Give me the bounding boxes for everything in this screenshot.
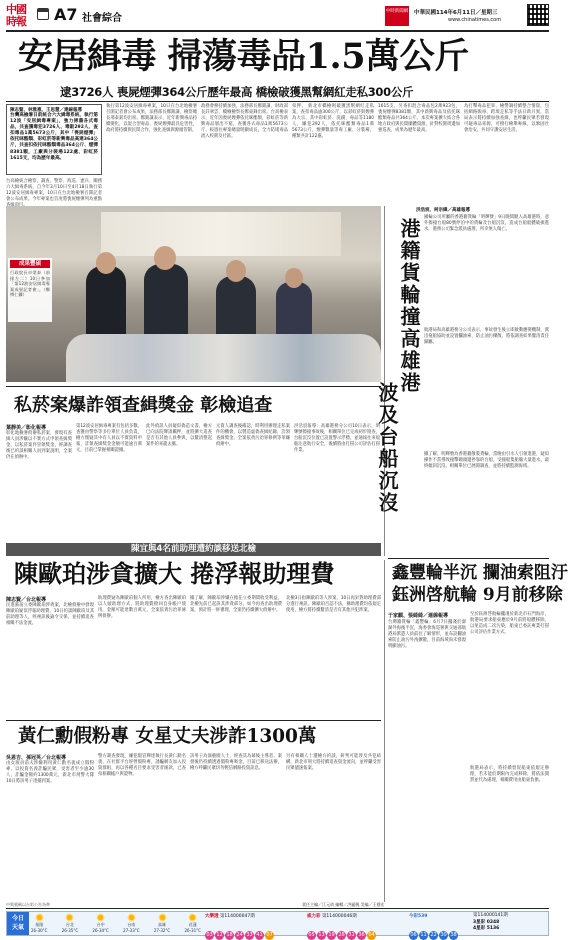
- fraud-body-2: 第12波安居緝毒專案有包括多數，查獲由警察等多位單位人員負責，檢方懷疑其中有人員以不實資料申報，詐領查緝獎金金額可能逾百萬元，目前已掌握相關證據。: [76, 424, 142, 454]
- seized-drugs-pile: [66, 334, 381, 382]
- weather-label-1: 今日: [11, 915, 24, 922]
- lotto-issue: 第114000047期: [219, 914, 255, 919]
- lead-body-col4: 扣押。 新北市橋檢則破獲黑幫網紅走私案，查扣毒品逾300公斤，以彩虹菸與煙彈為大宗，其中彩虹菸、洗錢、毒品等1180人，嫌犯292人，依托咪酯類毒品1萬5673公斤，煙彈數量等毒工廠、分裝場、種類共計122處。: [292, 104, 374, 140]
- fake-body-4: 另有相關人士遭檢方約談，研判可能涉及共犯結構，新北市刑大將持續追查資金流向，並呼籲受害民眾儘速報案。: [286, 754, 381, 772]
- weather-city: [31, 913, 47, 935]
- weather-label-2: 天氣: [11, 924, 24, 931]
- caption-text: 行政院長卓榮泰（前排左二）10日參加「第12波安居緝毒專案成果記者會」。（鄭博仁攝）: [10, 270, 50, 298]
- power-ball: 05: [308, 932, 315, 938]
- star3-result: 3星彩 0248: [473, 919, 500, 925]
- logo-mark-text: 中時新聞網: [385, 9, 409, 14]
- lead-photo: [6, 206, 381, 382]
- daily-ball: 30: [440, 932, 447, 938]
- lotto-special-ball: 07: [266, 932, 273, 938]
- ship-body-1: 台灣籍貨輪「鑫豐輪」6月7日擱淺於澎湖外海後半沉，海委會海巡署與交通部航港局派遣人員前往了解情形，並布設攔油索防止油污外洩擴散，目前海域尚未發現明顯油污。: [388, 620, 466, 650]
- lead-body-col2: 執行第12波安居緝毒專案，10日在台北地檢署召開記者會公布成果，法務部長鄭銘謙、檢察總長邢泰釗均出席。鄭銘謙表示，近年新興毒品持續變化，以混合型毒品、喪屍煙彈最具危害性，政府將持續與民間合作，強化查緝與源頭管制。: [106, 104, 197, 134]
- lead-subheadline: 逮3726人 喪屍煙彈364公斤歷年最高 橋檢破獲黑幫網紅走私300公斤: [60, 85, 414, 99]
- fake-body-2: 警方調查發現，嫌犯假冒輝達執行長黃仁勳名義，在社群平台經營假粉專，誘騙網友加入投資群組，再以各種名目要求受害者匯款，已查扣相關帳戶與證物。: [98, 754, 186, 778]
- daily-issue: 第114000141期: [473, 913, 508, 918]
- power-issue: 第114000046期: [321, 914, 357, 919]
- weather-city: [154, 913, 170, 935]
- daily-ball: 22: [430, 932, 437, 938]
- hk-headline-2: 波及台船沉沒: [375, 382, 399, 514]
- city-temp: 26-30°C: [31, 928, 48, 933]
- backdrop-banner: [101, 212, 341, 256]
- ko-kicker: 陳宜與4名前助理遭約談移送北檢: [6, 543, 381, 556]
- fraud-body-4: 元資人調查後確認，時利用辦理走私案件的機會，以製造虛偽查緝紀錄，詐領查緝獎金，全案依貪污治罪條例等罪嫌偵辦中。: [216, 424, 290, 448]
- fake-byline: 吳恩吉、孫冠英／台北報導: [6, 755, 67, 761]
- chinatimes-logo: [385, 6, 409, 26]
- lotto-ball: 24: [236, 932, 243, 938]
- star4-result: 4星彩 5136: [473, 926, 500, 931]
- power-ball: 19: [328, 932, 335, 938]
- person-figure: [96, 252, 116, 274]
- ko-body-2: 助理費疑為陳歐珀個人所用，檢方查出陳歐珀以人頭助理方式，將助理費撥回自身帳戶使用，金額可能達數百萬元，全案依貪污治罪條例偵辦。: [98, 596, 186, 620]
- star-block: [473, 913, 548, 935]
- weather-label: [7, 912, 29, 935]
- section-name: 社會綜合: [82, 13, 122, 24]
- city-name: 台北: [65, 922, 74, 927]
- hk-headline-1: 港籍貨輪撞高雄港: [397, 218, 421, 394]
- fake-body-1: 由女演員前夫涉嫌利用黃仁勳名義成立假粉專，以投資名義詐騙民眾，受害者至少逾30人，詐騙金額約1300萬元，新北市刑警大隊10日將該男子逮捕到案。: [6, 761, 94, 785]
- power-ball: 36: [358, 932, 365, 938]
- sun-icon: [158, 913, 167, 922]
- ship-body-2: 至於鈺洲啓航輪擱淺於新北市石門海岸，航港局要求船東應於9月前將船體移除，以免造成二次污染，船東已委託專業打撈公司評估作業方式。: [470, 612, 549, 636]
- sun-icon: [188, 913, 197, 922]
- kaohsiung-body: 洪浩宸報導：高雄港務分公司10日表示，明輝號擦撞事故後，相關單位已完成初步勘查，台船沉沒位置已設置警示浮標，並通報往來船舶注意航行安全，後續將由打撈公司評估打撈作業。: [294, 424, 380, 454]
- hk-byline: 洪浩宸、柯宗緯／高雄報導: [416, 208, 470, 213]
- lede-box: [6, 104, 102, 175]
- power-special-ball: 04: [368, 932, 375, 938]
- lead-lede: 台灣高檢署日前統合六大緝毒系統，執行第12波「安居緝毒專案」，強力掃蕩各式毒品，共查獲毒犯3726人、毒販292人、查扣毒品1萬5673公斤，其中「喪屍煙彈」依托咪酯類、彩虹菸等新興毒品高達364公斤，共查扣依托咪酯類毒品364公斤、煙彈8381顆，工廠與分裝場122處、彩虹菸1615支，均為歷年最高。: [10, 113, 98, 161]
- paper-name: 中國時報: [6, 3, 26, 28]
- lead-byline: 陳志賢、林雅惠、王思慧／連線報導: [10, 108, 82, 113]
- city-temp: 26-34°C: [92, 928, 109, 933]
- power-ball: 31: [348, 932, 355, 938]
- sun-icon: [127, 913, 136, 922]
- city-name: 基隆: [35, 922, 44, 927]
- weather-cities: [31, 913, 201, 935]
- fraud-byline: 葉靜美／彰化報導: [6, 425, 47, 431]
- sun-icon: [35, 913, 44, 922]
- caption-badge: 成果豐碩: [10, 260, 50, 268]
- lotto-ball: 12: [216, 932, 223, 938]
- lead-body-col6: 為打擊毒品犯罪，檢警調持續整合情資，包括網路販毒、跨境走私等手法日新月異，當局表示將持續加強查緝，也呼籲民眾若發現可疑毒品來源，可撥打檢舉專線，以鞏固社會治安，共同守護安居生活。: [464, 104, 549, 134]
- power-numbers: [307, 921, 407, 940]
- fake-body-3: 該男子為演藝圈人士，經查其為幕後主導者，案發後仍持續透過假粉專吸金，目前已移送法辦，檢方呼籲民眾切勿輕信網路投資訊息。: [190, 754, 282, 772]
- city-name: 台南: [127, 922, 136, 927]
- ship-byline: 于家麒、張綺綺／連線報導: [388, 613, 449, 619]
- page-number: A7: [54, 5, 78, 24]
- lotto-ball: 18: [226, 932, 233, 938]
- hk-body-1: 國輪公司所屬的香港籍貨輪「明輝號」9日晚間駛入高雄港時，意外擦撞台船80號停泊中的貨輪及台船沉沒，造成台船船體破損進水，港務公司緊急派員處理，所幸無人傷亡。: [424, 215, 549, 233]
- ko-body-1: 民進黨前立委陳歐珀涉貪案，北檢偵辦中發現陳歐珀疑似浮報助理費，10日約談陳歐珀及其前助理等人，經複訊後諭令交保，並持續追查相關不法金流。: [6, 603, 94, 627]
- date-line: 中華民國114年6月11日／星期三: [414, 10, 498, 16]
- city-temp: 27-32°C: [153, 928, 171, 933]
- ship-body-3: 航港局表示，將持續督促船東依規定辦理，若未能於期限內完成移除，將依法開罰並代為處理，相關費用由船東負擔。: [470, 766, 549, 784]
- lead-body-col3: 政務會務持續加強，法務部長鄭銘謙、財政部長莊翠雲、橋檢檢察長鄭東鋒出席。台高檢表示，近年因喪屍煙彈依托咪酯類，彩虹菸等新興毒品層出不窮，查獲各式毒品1萬5673公斤，較過往專案總量明顯成長，全力防堵毒品流入校園及社區。: [201, 104, 288, 140]
- lead-body-col5: 1615支，另查扣混合毒品包2萬923包、喪屍煙彈8381顆，其中新興毒品及依托咪酯類毒品共364公斤。本次專案擴大結合各地方政府與民間團體資源，針對校園周邊加強巡查，成果為歷年最高。: [378, 104, 460, 134]
- weather-lottery-bar: [6, 911, 549, 936]
- qr-code-icon: [527, 4, 549, 26]
- power-block: [307, 913, 407, 938]
- lotto-block: [205, 913, 305, 938]
- lotto-ball: 03: [206, 932, 213, 938]
- photo-caption-box: [8, 258, 52, 322]
- lead-headline: 安居緝毒 掃蕩毒品1.5萬公斤: [18, 36, 469, 77]
- ship-headline-1: 鑫豐輪半沉 攔油索阻汙: [392, 563, 568, 583]
- daily-name: 今彩539: [409, 914, 428, 919]
- daily-numbers: [409, 921, 471, 940]
- daily-ball: 11: [420, 932, 427, 938]
- lotto-ball: 41: [256, 932, 263, 938]
- fake-headline: 黃仁勳假粉專 女星丈夫涉詐1300萬: [18, 726, 317, 747]
- ko-headline: 陳歐珀涉貪擴大 捲浮報助理費: [14, 559, 335, 588]
- weather-city: [123, 913, 139, 935]
- ko-byline: 陳志賢／台北報導: [6, 597, 47, 603]
- city-name: 花蓮: [188, 922, 197, 927]
- fraud-headline: 私菸案爆詐領查緝獎金 彰檢追查: [14, 395, 273, 416]
- sun-icon: [65, 913, 74, 922]
- weather-city: [62, 913, 78, 935]
- fraud-body-1: 彰化地檢署偵辦私菸案，發現有查緝人員涉嫌以不實方式申領查緝獎金，以私菸案件冒領獎金，經調查後已約談相關人員到案說明，全案仍在偵辦中。: [6, 431, 72, 461]
- city-temp: 27-33°C: [123, 928, 140, 933]
- paper-logo: [6, 4, 36, 28]
- lead-body-col1: 台高檢統合檢察、調查、警察、海巡、憲兵、關務六大緝毒系統，自今年3月10日至4月18日執行第12波安居緝毒專案，10日在台北地檢署召開記者會公布成果。今年專案也首度將喪屍煙彈列為重點: [6, 179, 102, 203]
- city-name: 台中: [96, 922, 105, 927]
- person-figure: [154, 246, 176, 270]
- weather-city: [185, 913, 201, 935]
- daily-ball: 06: [410, 932, 417, 938]
- sun-icon: [96, 913, 105, 922]
- hk-body-2: 航港局和高雄港務分公司表示，事故發生後立即啟動應變機制，派出拖船協助並設置攔油索，防止油污擴散，將依調查結果釐清責任歸屬。: [424, 328, 549, 346]
- lotto-ball: 33: [246, 932, 253, 938]
- calendar-icon: [37, 8, 49, 20]
- website-url: www.chinatimes.com: [448, 17, 502, 23]
- daily-block: [409, 913, 471, 938]
- footer-credits: 責任主編／江元倩 編輯／洪麗鳳 美編／王穆宏: [302, 902, 385, 907]
- power-name: 威力彩: [307, 914, 321, 919]
- lotto-numbers: [205, 921, 305, 940]
- power-ball: 26: [338, 932, 345, 938]
- person-figure: [285, 268, 303, 288]
- daily-ball: 38: [450, 932, 457, 938]
- ship-headline-2: 鈺洲啓航輪 9月前移除: [392, 585, 563, 605]
- power-ball: 13: [318, 932, 325, 938]
- weather-city: [92, 913, 108, 935]
- ko-body-4: 北檢3日指陳歐珀等人涉案，10日再針對助理費部分進行複訊，陳歐珀否認不法，稱助理費均依規定使用，檢方將持續釐清是否有其他共犯涉案。: [286, 596, 381, 614]
- person-figure: [226, 260, 246, 282]
- fraud-body-3: 此外偵訊人員疑似偽造文書，檢方已向法院聲請羈押，並將擴大追查是否有其他人員參與，以釐清整起案件的來龍去脈。: [146, 424, 212, 448]
- city-temp: 26-35°C: [61, 928, 79, 933]
- city-temp: 26-31°C: [184, 928, 201, 933]
- lotto-name: 大樂透: [205, 914, 219, 919]
- masthead: [0, 0, 553, 32]
- ko-body-3: 據了解，陳歐珀涉嫌在擔任立委期間收受利益，北檢先前已起訴其涉貪部分，如今再查出助理費案，預計將一併審理，全案仍持續擴大偵辦中。: [190, 596, 282, 614]
- city-name: 高雄: [158, 922, 167, 927]
- lottery-notice: 中獎號碼以台彩公告為準: [6, 902, 50, 907]
- hk-body-3: 據了解，明輝號為香港籍散裝貨輪，當晚由引水人引領進港，疑似操作不當導致撞擊碼頭邊停靠的台船，受撞船隻船艙大量進水，最終傾斜沉沒。相關單位已展開調查，並將持續監測海域。: [424, 452, 549, 470]
